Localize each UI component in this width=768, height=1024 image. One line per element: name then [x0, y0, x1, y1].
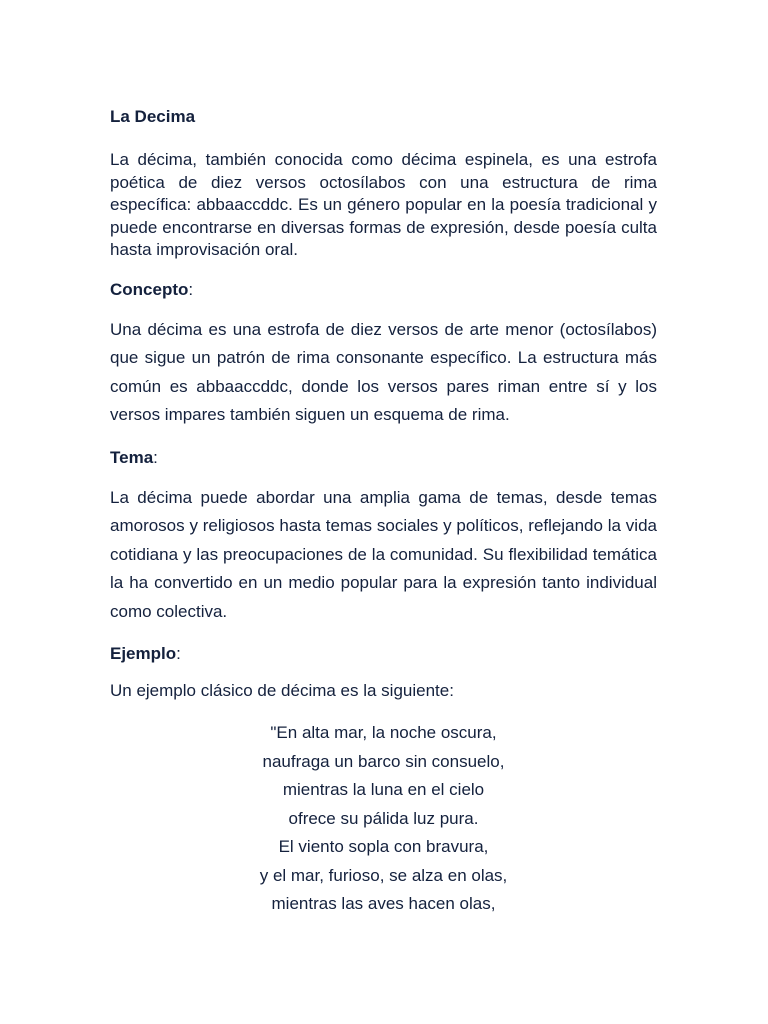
section-heading-concepto: Concepto: — [110, 279, 194, 299]
poem-block — [110, 719, 657, 918]
section-heading-tema: Tema: — [110, 447, 158, 467]
poem-line: naufraga un barco sin consuelo, — [262, 751, 505, 771]
poem-line: El viento sopla con bravura, — [278, 837, 489, 857]
section-heading-label: Concepto — [110, 279, 189, 299]
section-body-concepto: Una décima es una estrofa de diez versos de arte menor (octosílabos) que sigue un patrón de rima consonante específico. La estructura más común es abbaaccddc, donde los versos pares riman entre sí y los versos impares también siguen un esquema de rima. — [110, 319, 657, 425]
document-title: La Decima — [110, 107, 196, 126]
poem-line: "En alta mar, la noche oscura, — [270, 723, 497, 743]
poem-line: y el mar, furioso, se alza en olas, — [259, 865, 508, 885]
poem-line: ofrece su pálida luz pura. — [288, 808, 479, 828]
document-page — [110, 106, 657, 918]
intro-paragraph: La décima, también conocida como décima espinela, es una estrofa poética de diez versos octosílabos con una estructura de rima específica: abbaaccddc. Es un género popular en la poesía tradicional y puede encontrarse en diversas formas de expresión, desde poesía culta hasta improvisación oral. — [110, 150, 657, 260]
example-intro: Un ejemplo clásico de décima es la siguiente: — [110, 681, 454, 701]
section-heading-label: Tema — [110, 447, 154, 467]
section-heading-label: Ejemplo — [110, 644, 177, 664]
section-body-tema: La décima puede abordar una amplia gama de temas, desde temas amorosos y religiosos hasta temas sociales y políticos, reflejando la vida cotidiana y las preocupaciones de la comunidad. Su flexibilidad temática la ha convertido en un medio popular para la expresión tanto individual como colectiva. — [110, 487, 657, 621]
poem-line: mientras las aves hacen olas, — [271, 893, 496, 913]
section-heading-ejemplo: Ejemplo: — [110, 644, 181, 664]
poem-line: mientras la luna en el cielo — [282, 780, 485, 800]
